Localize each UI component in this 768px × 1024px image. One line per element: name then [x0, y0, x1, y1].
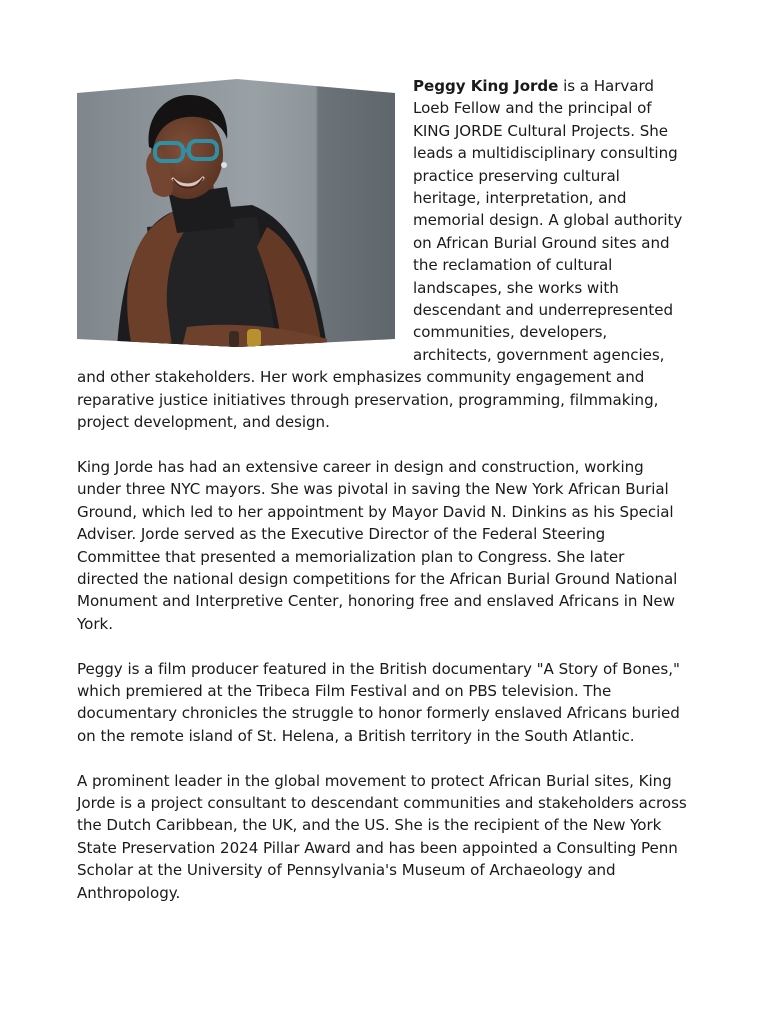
bio-intro-text: is a Harvard Loeb Fellow and the principal of KING JORDE Cultural Projects. She leads a multidisciplinary consulting practice preserving cultural heritage, interpretation, and memorial design. A global authority on African Burial Ground sites and the reclamation of cultural landscapes, she works with descendant and underrepresented communities, developers, architects, government agencies, and other stakeholders. Her work emphasizes community engagement and reparative justice initiatives through preservation, programming, filmmaking, project development, and design.: [77, 77, 683, 432]
bio-paragraph-career: King Jorde has had an extensive career in design and construction, working under three NYC mayors. She was pivotal in saving the New York African Burial Ground, which led to her appointment by Mayor David N. Dinkins as his Special Adviser. Jorde served as the Executive Director of the Federal Steering Committee that presented a memorialization plan to Congress. She later directed the national design competitions for the African Burial Ground National Monument and Interpretive Center, honoring free and enslaved Africans in New York.: [77, 457, 678, 633]
bio-name: Peggy King Jorde: [413, 77, 559, 95]
portrait-photo: [77, 77, 395, 347]
bio-paragraph-leadership: A prominent leader in the global movement to protect African Burial sites, King Jorde is a project consultant to descendant communities and stakeholders across the Dutch Caribbean, the UK, and the US. She is the recipient of the New York State Preservation 2024 Pillar Award and has been appointed a Consulting Penn Scholar at the University of Pennsylvania's Museum of Archaeology and Anthropology.: [77, 771, 687, 902]
bio-paragraph-film: Peggy is a film producer featured in the British documentary "A Story of Bones," which premiered at the Tribeca Film Festival and on PBS television. The documentary chronicles the struggle to honor formerly enslaved Africans buried on the remote island of St. Helena, a British territory in the South Atlantic.: [77, 659, 680, 745]
bio-document: [77, 75, 689, 926]
